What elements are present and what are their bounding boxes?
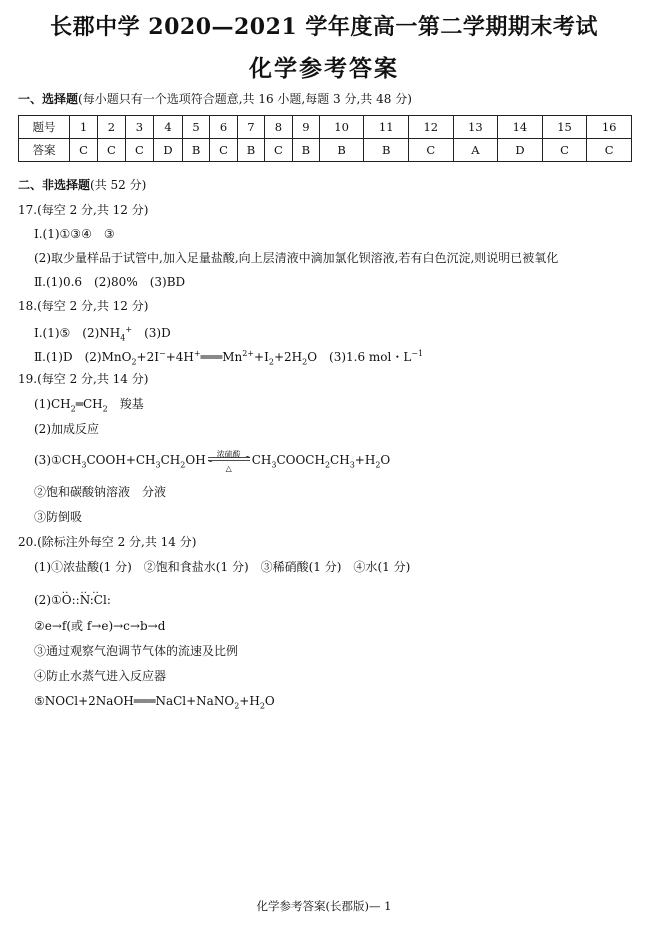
text-run: CH (160, 453, 181, 467)
table-cell: 13 (453, 116, 498, 139)
text-run: OH (185, 453, 206, 467)
table-row-numbers (19, 116, 632, 139)
table-cell: 4 (153, 116, 182, 139)
text-run: (1)CH (34, 397, 71, 411)
table-cell: C (542, 139, 587, 162)
table-cell: 11 (364, 116, 409, 139)
text-run: ⑤NOCl+2NaOH (34, 694, 134, 708)
q20-part6 (34, 693, 275, 714)
table-cell: 12 (408, 116, 453, 139)
q20-part3: ②e→f(或 f→e)→c→b→d (34, 619, 166, 633)
superscript: + (125, 325, 133, 334)
text-run: CH (251, 453, 272, 467)
superscript: + (193, 349, 201, 358)
text-run: +I (254, 350, 269, 364)
lewis-formula: O::N:Cl: (61, 593, 111, 607)
table-cell: C (408, 139, 453, 162)
section1-heading (18, 91, 412, 107)
page-title: 长郡中学 2020—2021 学年度高一第二学期期末考试 (50, 14, 598, 40)
text-run: +H (354, 453, 376, 467)
text-run: (3)D (132, 326, 171, 340)
table-cell: C (97, 139, 125, 162)
equals-sign: ═══ (200, 350, 223, 364)
q20-part1: (1)①浓盐酸(1 分) ②饱和食盐水(1 分) ③稀硝酸(1 分) ④水(1 分) (34, 560, 411, 574)
text-run: COOH+CH (86, 453, 156, 467)
text-run: (3)①CH (34, 453, 82, 467)
subscript: 2 (131, 357, 137, 367)
table-cell: B (319, 139, 364, 162)
table-cell: 14 (498, 116, 543, 139)
table-cell: D (153, 139, 182, 162)
q19-part5: ③防倒吸 (34, 510, 83, 524)
text-run: (2)① (34, 593, 62, 607)
table-cell: 5 (183, 116, 210, 139)
subscript: 3 (81, 460, 87, 470)
table-cell: 7 (237, 116, 264, 139)
equals-sign: ═══ (133, 694, 156, 708)
subscript: 3 (271, 460, 277, 470)
table-cell: C (125, 139, 153, 162)
table-row-answers (19, 139, 632, 162)
page-footer: 化学参考答案(长郡版)— 1 (256, 899, 392, 913)
q18-heading: 18.(每空 2 分,共 12 分) (18, 299, 149, 313)
subscript: 2 (324, 460, 331, 470)
subscript: 3 (349, 460, 355, 470)
superscript: 2+ (242, 349, 255, 358)
subscript: 2 (268, 357, 274, 367)
text-run: COOCH (276, 453, 325, 467)
text-run: Ⅱ.(1)D (2)MnO (34, 350, 132, 364)
section2-heading (18, 177, 146, 193)
text-run: 羧基 (107, 397, 144, 411)
section1-title: 一、选择题 (18, 92, 79, 106)
q19-part4: ②饱和碳酸钠溶液 分液 (34, 485, 167, 499)
section2-title: 二、非选择题 (18, 178, 91, 192)
text-run: Mn (222, 350, 243, 364)
q20-part2 (34, 585, 111, 608)
q20-heading: 20.(除标注外每空 2 分,共 14 分) (18, 535, 197, 549)
q17-part3: Ⅱ.(1)0.6 (2)80% (3)BD (34, 275, 186, 289)
section2-note: (共 52 分) (90, 178, 147, 192)
reaction-condition-top: 浓硫酸 (216, 449, 241, 459)
reversible-arrow (206, 449, 252, 473)
q20-part4: ③通过观察气泡调节气体的流速及比例 (34, 644, 239, 658)
subscript: 2 (70, 404, 76, 414)
text-run: ═CH (75, 397, 103, 411)
row-label-numbers: 题号 (19, 116, 70, 139)
q20-part5: ④防止水蒸气进入反应器 (34, 669, 167, 683)
superscript: −1 (411, 349, 424, 358)
text-run: O (380, 453, 391, 467)
table-cell: 2 (97, 116, 125, 139)
q18-part1 (34, 322, 171, 346)
table-cell: C (264, 139, 292, 162)
lewis-dots: ‥ ‥ ‥ (61, 585, 100, 596)
lewis-structure (61, 585, 111, 608)
page-subtitle: 化学参考答案 (249, 55, 399, 82)
table-cell: C (70, 139, 98, 162)
table-cell: 3 (125, 116, 153, 139)
table-cell: B (364, 139, 409, 162)
table-cell: B (183, 139, 210, 162)
row-label-answers: 答案 (19, 139, 70, 162)
subscript: 2 (102, 404, 108, 414)
text-run: +4H (165, 350, 194, 364)
table-cell: 10 (319, 116, 364, 139)
table-cell: B (292, 139, 319, 162)
text-run: +2I (136, 350, 159, 364)
table-cell: 8 (264, 116, 292, 139)
subscript: 2 (180, 460, 186, 470)
table-cell: 6 (210, 116, 238, 139)
section1-note: (每小题只有一个选项符合题意,共 16 小题,每题 3 分,共 48 分) (78, 92, 412, 106)
answer-table (18, 115, 632, 162)
text-run: CH (330, 453, 350, 467)
table-cell: A (453, 139, 498, 162)
q17-heading: 17.(每空 2 分,共 12 分) (18, 203, 149, 217)
q17-part2: (2)取少量样品于试管中,加入足量盐酸,向上层清液中滴加氯化钡溶液,若有白色沉淀,则说明已被氧化 (34, 251, 559, 265)
q19-heading: 19.(每空 2 分,共 14 分) (18, 372, 149, 386)
subscript: 2 (234, 701, 240, 711)
table-cell: C (587, 139, 632, 162)
reaction-condition-bottom: △ (225, 463, 232, 473)
text-run: Ⅰ.(1)⑤ (2)NH (34, 326, 121, 340)
text-run: +2H (273, 350, 303, 364)
superscript: − (158, 349, 166, 358)
text-run: O (264, 694, 275, 708)
table-cell: 15 (542, 116, 587, 139)
subscript: 4 (120, 333, 126, 343)
table-cell: B (237, 139, 264, 162)
q19-part2: (2)加成反应 (34, 422, 99, 436)
subscript: 2 (259, 701, 265, 711)
table-cell: C (210, 139, 238, 162)
text-run: +H (239, 694, 260, 708)
q19-part3 (34, 449, 391, 473)
table-cell: 9 (292, 116, 319, 139)
q19-part1 (34, 396, 144, 417)
table-cell: 1 (70, 116, 98, 139)
q18-part2 (34, 346, 423, 370)
subscript: 2 (375, 460, 381, 470)
text-run: O (3)1.6 mol・L (307, 350, 412, 364)
subscript: 2 (302, 357, 308, 367)
q17-part1: Ⅰ.(1)①③④ ③ (34, 227, 115, 241)
subscript: 3 (155, 460, 161, 470)
table-cell: 16 (587, 116, 632, 139)
text-run: NaCl+NaNO (155, 694, 235, 708)
table-cell: D (498, 139, 543, 162)
